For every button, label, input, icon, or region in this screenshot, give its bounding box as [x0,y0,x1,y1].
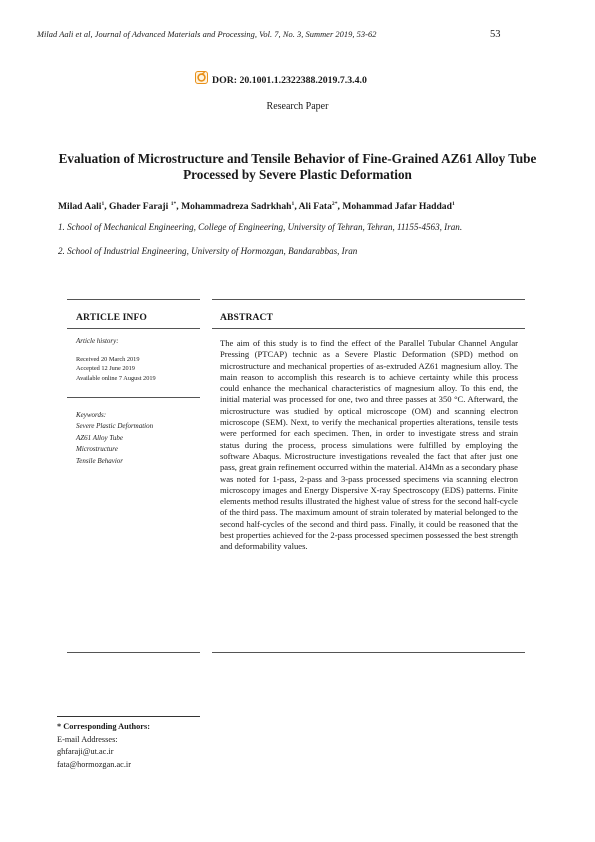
article-info-heading: ARTICLE INFO [76,312,147,323]
article-info-bottom-rule [67,652,200,653]
author-affiliation-marker: 1 [451,201,455,207]
abstract-heading: ABSTRACT [220,312,274,323]
keyword-item: AZ61 Alloy Tube [76,433,123,442]
doi-logo-icon [195,71,208,89]
history-label: Article history: [76,337,119,345]
article-info-heading-rule [67,328,200,329]
author-affiliation-marker: 2* [331,201,338,207]
author-affiliation-marker: 1* [170,201,177,207]
accepted-date: Accepted 12 June 2019 [76,365,135,373]
email-address[interactable]: ghfaraji@ut.ac.ir [57,747,114,757]
author-name: Ghader Faraji [109,201,169,213]
paper-type: Research Paper [266,101,329,112]
running-header-citation: Milad Aali et al, Journal of Advanced Materials and Processing, Vol. 7, No. 3, Summer 2019, 53-62 [37,30,377,39]
history-separator-rule [67,397,200,398]
keyword-item: Microstructure [76,445,118,454]
author-affiliation-marker: 1 [291,201,295,207]
corresponding-authors-title: * Corresponding Authors: [57,722,150,731]
author-affiliation-marker: 1 [101,201,105,207]
abstract-top-rule [212,299,525,300]
available-date: Available online 7 August 2019 [76,374,156,382]
author-name: Mohammadreza Sadrkhah [181,201,292,213]
page-number: 53 [490,29,501,40]
abstract-text: The aim of this study is to find the effect of the Parallel Tubular Channel Angular Pressing (PTCAP) technic as a Severe Plastic Deformation (SPD) method on microstructure and mechanical properties of as-extruded AZ61 magnesium alloy. The main reason to accomplish this research is to achieve certainty while this process could enhance the mechanical characteristics of magnesium alloy. To this end, the initial material was processed for one, two and three passes at 350 °C. Afterward, the microstructure was studied by optical microscope (OM) and scanning electron microscope (SEM). Next, to verify the mechanical properties alterations, tensile tests were performed for each specimen. Then, in order to investigate stress and strain status during the process, process simulations were fulfilled by employing the software Abaqus. Microstructure investigations revealed the fact that after just one pass, great grain refinement occurred within the material. Al4Mn as a secondary phase was noted for 1-pass, 2-pass and 3-pass processed specimens via scanning electron microscopy images and Energy Dispersive X-ray Spectroscopy (EDS) patterns. Finite elements method results illustrated the highest value of stress for the second half-cycle of the third pass. The maximum amount of strain tolerated by material belonged to the second half-cycles of the second and third pass. Finally, it could be reasoned that the best properties achieved for the 2-pass processed specimen possessed the best strength and deformability values. [220,338,518,552]
affiliation-2: 2. School of Industrial Engineering, University of Hormozgan, Bandarabbas, Iran [58,246,358,256]
author-list: Milad Aali$^1$, Ghader Faraji $^{1*}$, Mohammadreza Sadrkhah$^1$, Ali Fata$^{2*}$, Mohammad Jafar Haddad$^1$ [58,201,455,213]
email-address[interactable]: fata@hormozgan.ac.ir [57,759,131,769]
author-name: Mohammad Jafar Haddad [342,201,452,213]
keyword-item: Severe Plastic Deformation [76,422,154,431]
corresponding-authors-footnote [57,721,150,771]
received-date: Received 20 March 2019 [76,356,140,363]
author-name: Milad Aali [58,201,102,213]
paper-title: Evaluation of Microstructure and Tensile Behavior of Fine-Grained AZ61 Alloy Tube Processed by Severe Plastic Deformation [58,151,537,182]
affiliation-1: 1. School of Mechanical Engineering, College of Engineering, University of Tehran, Tehran, 11155-4563, Iran. [58,222,463,232]
abstract-bottom-rule [212,652,525,653]
history-dates [76,355,156,383]
keyword-item: Tensile Behavior [76,456,123,465]
keywords-label: Keywords: [76,411,107,419]
footnote-rule [57,716,200,717]
doi-row [195,71,367,89]
email-label: E-mail Addresses: [57,734,118,744]
article-info-top-rule [67,299,200,300]
keywords-block [76,410,153,467]
abstract-heading-rule [212,328,525,329]
doi-link[interactable]: DOR: 20.1001.1.2322388.2019.7.3.4.0 [212,74,367,86]
author-name: Ali Fata [298,201,332,213]
